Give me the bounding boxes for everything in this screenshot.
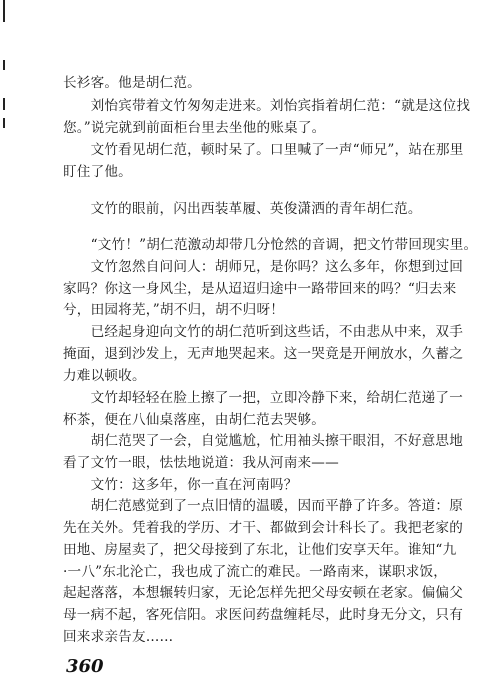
- text-line: 力难以顿收。: [63, 368, 146, 384]
- text-line: 长衫客。他是胡仁范。: [63, 75, 201, 91]
- text-line: 刘怡宾带着文竹匆匆走进来。刘怡宾指着胡仁范：“就是这位找: [63, 98, 471, 114]
- text-line: 母一病不起，客死信阳。求医问药盘缠耗尽，此时身无分文，只有: [63, 607, 464, 623]
- text-line: 文竹忽然自问问人：胡师兄，是你吗？这么多年，你想到过回: [63, 259, 464, 275]
- text-line: 胡仁范感觉到了一点旧情的温暖，因而平静了许多。答道：原: [63, 498, 464, 514]
- text-line: 兮，田园将芜，”胡不归，胡不归呀！: [63, 302, 285, 318]
- text-line: 回来求亲告友……: [63, 629, 174, 645]
- text-line: 文竹：这多年，你一直在河南吗？: [63, 477, 298, 493]
- text-line: “文竹！”胡仁范激动却带几分怆然的音调，把文竹带回现实里。: [63, 237, 477, 253]
- text-line: 文竹却轻轻在脸上擦了一把，立即冷静下来，给胡仁范递了一: [63, 390, 464, 406]
- text-line: 您。”说完就到前面柜台里去坐他的账桌了。: [63, 120, 326, 136]
- text-line: 盯住了他。: [63, 164, 132, 180]
- text-line: 田地、房屋卖了，把父母接到了东北，让他们安享天年。谁知“九: [63, 542, 457, 558]
- text-line: 看了文竹一眼，怯怯地说道：我从河南来——: [63, 455, 339, 471]
- text-line: 起起落落，本想辗转归家，无论怎样先把父母安顿在老家。偏偏父: [63, 585, 464, 601]
- text-line: 家吗？你这一身风尘，是从迢迢归途中一路带回来的吗？“归去来: [63, 281, 457, 297]
- text-line: 先在关外。凭着我的学历、才干、都做到会计科长了。我把老家的: [63, 520, 464, 536]
- text-line: 杯茶，便在八仙桌落座，由胡仁范去哭够。: [63, 412, 326, 428]
- text-line: 已经起身迎向文竹的胡仁范听到这些话，不由悲从中来，双手: [63, 324, 464, 340]
- page-number: 360: [66, 656, 104, 677]
- text-line: 文竹的眼前，闪出西装革履、英俊潇洒的青年胡仁范。: [63, 201, 422, 217]
- text-line: 文竹看见胡仁范，顿时呆了。口里喊了一声“师兄”，站在那里: [63, 142, 464, 158]
- text-line: 掩面，退到沙发上，无声地哭起来。这一哭竟是开闸放水，久蓄之: [63, 346, 464, 362]
- text-line: 胡仁范哭了一会，自觉尴尬，忙用袖头擦干眼泪，不好意思地: [63, 433, 464, 449]
- text-line: ·一八”东北沦亡，我也成了流亡的难民。一路南来，谋职求饭，: [63, 564, 448, 580]
